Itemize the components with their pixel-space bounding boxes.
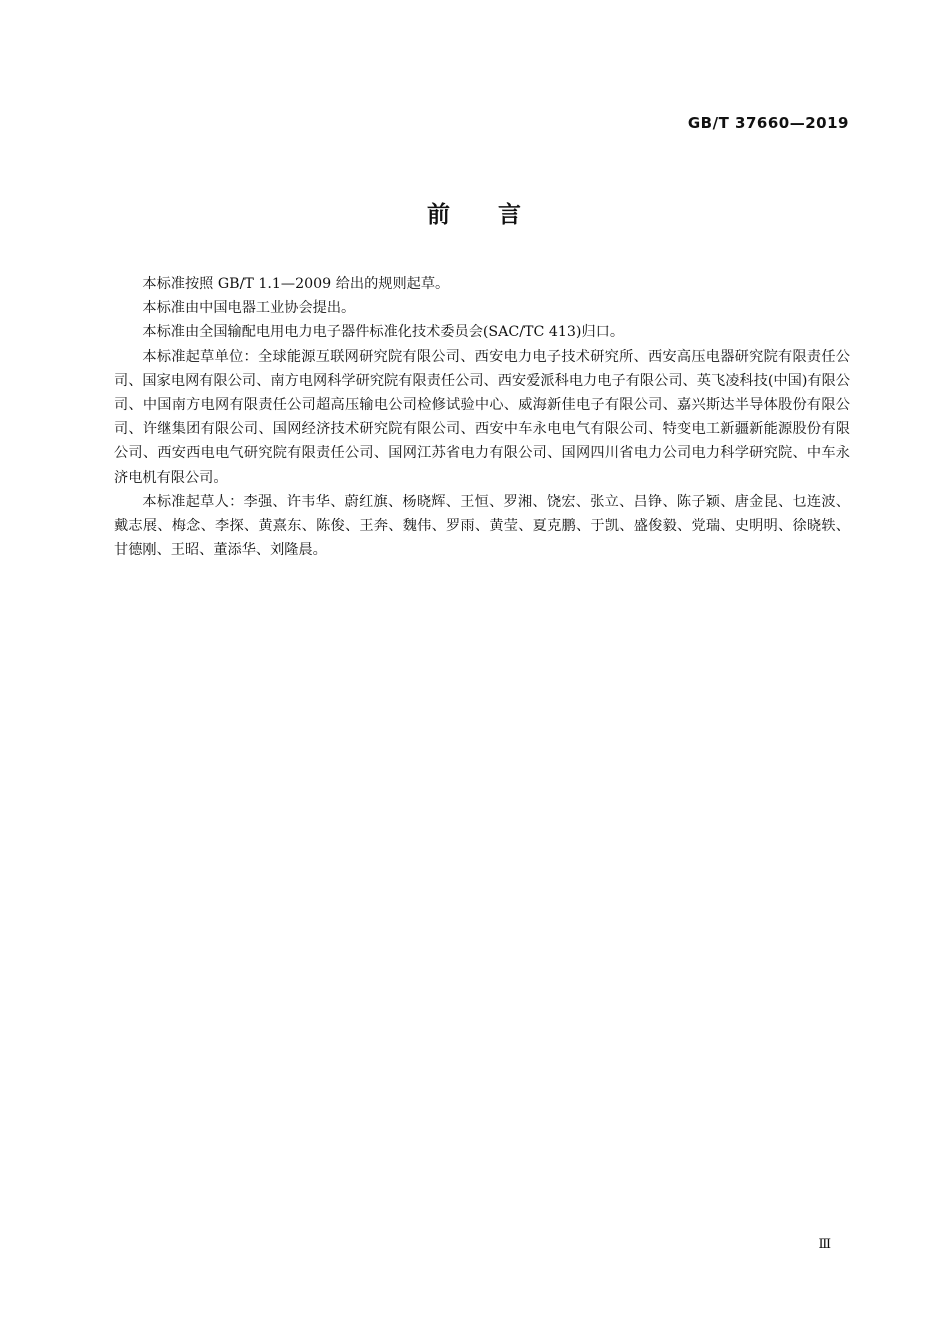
page-title: [0, 196, 950, 229]
preface-body: [114, 272, 850, 562]
standard-code: GB/T 37660—2019: [687, 114, 849, 132]
page-number: Ⅲ: [818, 1237, 830, 1252]
title-char-2: 言: [498, 202, 523, 228]
paragraph-drafting-units: 本标准起草单位：全球能源互联网研究院有限公司、西安电力电子技术研究所、西安高压电器研究院有限责任公司、国家电网有限公司、南方电网科学研究院有限责任公司、西安爱派科电力电子有限公司、英飞凌科技(中国)有限公司、中国南方电网有限责任公司超高压输电公司检修试验中心、威海新佳电子有限公司、嘉兴斯达半导体股份有限公司、许继集团有限公司、国网经济技术研究院有限公司、西安中车永电电气有限公司、特变电工新疆新能源股份有限公司、西安西电电气研究院有限责任公司、国网江苏省电力有限公司、国网四川省电力公司电力科学研究院、中车永济电机有限公司。: [114, 348, 850, 486]
paragraph-drafting-rules: 本标准按照 GB/T 1.1—2009 给出的规则起草。: [142, 276, 450, 292]
paragraph-proposer: 本标准由中国电器工业协会提出。: [142, 300, 356, 317]
paragraph-drafters: 本标准起草人：李强、许韦华、蔚红旗、杨晓辉、王恒、罗湘、饶宏、张立、吕铮、陈子颖、唐金昆、乜连波、戴志展、梅念、李探、黄熹东、陈俊、王奔、魏伟、罗雨、黄莹、夏克鹏、于凯、盛俊毅、党瑞、史明明、徐晓轶、甘德刚、王昭、董添华、刘隆晨。: [114, 493, 850, 559]
paragraph-committee: 本标准由全国输配电用电力电子器件标准化技术委员会(SAC/TC 413)归口。: [142, 324, 625, 341]
title-char-1: 前: [427, 202, 452, 228]
